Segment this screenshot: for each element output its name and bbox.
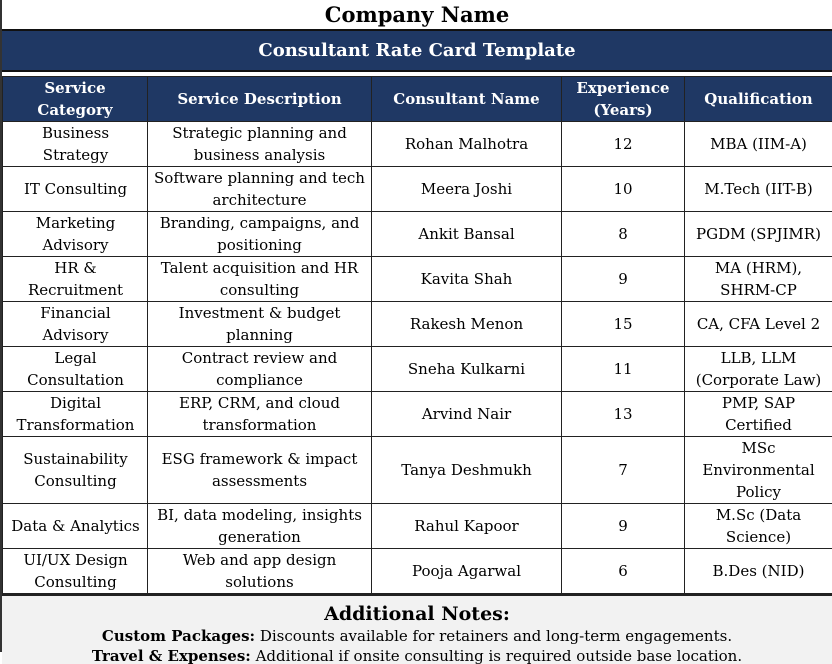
cell-qualification[interactable]: M.Tech (IIT-B)	[685, 167, 832, 212]
cell-qualification[interactable]: PMP, SAP Certified	[685, 392, 832, 437]
cell-service-category[interactable]: Digital Transformation	[3, 392, 148, 437]
cell-service-category[interactable]: IT Consulting	[3, 167, 148, 212]
cell-service-category[interactable]: Financial Advisory	[3, 302, 148, 347]
note-custom-packages	[2, 626, 832, 646]
cell-service-category[interactable]: Business Strategy	[3, 122, 148, 167]
cell-service-category[interactable]: Data & Analytics	[3, 504, 148, 549]
note-label: Custom Packages:	[102, 627, 255, 645]
cell-service-description[interactable]: Strategic planning and business analysis	[148, 122, 372, 167]
sheet-title: Consultant Rate Card Template	[2, 29, 832, 72]
cell-experience[interactable]: 8	[562, 212, 685, 257]
cell-experience[interactable]: 10	[562, 167, 685, 212]
cell-service-description[interactable]: Software planning and tech architecture	[148, 167, 372, 212]
cell-qualification[interactable]: CA, CFA Level 2	[685, 302, 832, 347]
cell-experience[interactable]: 11	[562, 347, 685, 392]
cell-qualification[interactable]: M.Sc (Data Science)	[685, 504, 832, 549]
additional-notes	[2, 594, 832, 664]
table-row	[3, 257, 832, 302]
header-experience[interactable]: Experience (Years)	[562, 77, 685, 122]
cell-consultant-name[interactable]: Ankit Bansal	[372, 212, 562, 257]
notes-heading: Additional Notes:	[2, 596, 832, 626]
table-row	[3, 212, 832, 257]
header-service-description[interactable]: Service Description	[148, 77, 372, 122]
cell-consultant-name[interactable]: Rakesh Menon	[372, 302, 562, 347]
table-row	[3, 437, 832, 504]
cell-service-category[interactable]: Sustainability Consulting	[3, 437, 148, 504]
note-text: Discounts available for retainers and long-term engagements.	[255, 627, 732, 645]
cell-experience[interactable]: 7	[562, 437, 685, 504]
table-row	[3, 504, 832, 549]
cell-consultant-name[interactable]: Pooja Agarwal	[372, 549, 562, 594]
header-qualification[interactable]: Qualification	[685, 77, 832, 122]
note-travel-expenses	[2, 646, 832, 664]
cell-experience[interactable]: 15	[562, 302, 685, 347]
cell-qualification[interactable]: MA (HRM), SHRM-CP	[685, 257, 832, 302]
cell-qualification[interactable]: PGDM (SPJIMR)	[685, 212, 832, 257]
cell-experience[interactable]: 12	[562, 122, 685, 167]
cell-service-description[interactable]: Web and app design solutions	[148, 549, 372, 594]
cell-service-category[interactable]: Legal Consultation	[3, 347, 148, 392]
note-label: Travel & Expenses:	[92, 647, 251, 664]
cell-service-category[interactable]: Marketing Advisory	[3, 212, 148, 257]
cell-experience[interactable]: 9	[562, 504, 685, 549]
cell-service-description[interactable]: Investment & budget planning	[148, 302, 372, 347]
table-row	[3, 167, 832, 212]
table-row	[3, 549, 832, 594]
company-name: Company Name	[2, 0, 832, 29]
table-row	[3, 347, 832, 392]
cell-service-description[interactable]: ESG framework & impact assessments	[148, 437, 372, 504]
cell-service-category[interactable]: UI/UX Design Consulting	[3, 549, 148, 594]
cell-experience[interactable]: 9	[562, 257, 685, 302]
cell-consultant-name[interactable]: Meera Joshi	[372, 167, 562, 212]
cell-consultant-name[interactable]: Sneha Kulkarni	[372, 347, 562, 392]
table-header-row	[3, 77, 832, 122]
cell-consultant-name[interactable]: Kavita Shah	[372, 257, 562, 302]
cell-consultant-name[interactable]: Arvind Nair	[372, 392, 562, 437]
cell-service-category[interactable]: HR & Recruitment	[3, 257, 148, 302]
cell-qualification[interactable]: MSc Environmental Policy	[685, 437, 832, 504]
cell-experience[interactable]: 13	[562, 392, 685, 437]
cell-service-description[interactable]: ERP, CRM, and cloud transformation	[148, 392, 372, 437]
rate-card-table	[2, 76, 832, 594]
note-text: Additional if onsite consulting is required outside base location.	[251, 647, 742, 664]
header-service-category[interactable]: Service Category	[3, 77, 148, 122]
cell-qualification[interactable]: MBA (IIM-A)	[685, 122, 832, 167]
cell-consultant-name[interactable]: Rohan Malhotra	[372, 122, 562, 167]
cell-qualification[interactable]: B.Des (NID)	[685, 549, 832, 594]
cell-qualification[interactable]: LLB, LLM (Corporate Law)	[685, 347, 832, 392]
table-row	[3, 122, 832, 167]
cell-service-description[interactable]: BI, data modeling, insights generation	[148, 504, 372, 549]
cell-consultant-name[interactable]: Rahul Kapoor	[372, 504, 562, 549]
cell-service-description[interactable]: Branding, campaigns, and positioning	[148, 212, 372, 257]
table-row	[3, 302, 832, 347]
cell-consultant-name[interactable]: Tanya Deshmukh	[372, 437, 562, 504]
header-consultant-name[interactable]: Consultant Name	[372, 77, 562, 122]
cell-service-description[interactable]: Talent acquisition and HR consulting	[148, 257, 372, 302]
table-row	[3, 392, 832, 437]
cell-experience[interactable]: 6	[562, 549, 685, 594]
cell-service-description[interactable]: Contract review and compliance	[148, 347, 372, 392]
